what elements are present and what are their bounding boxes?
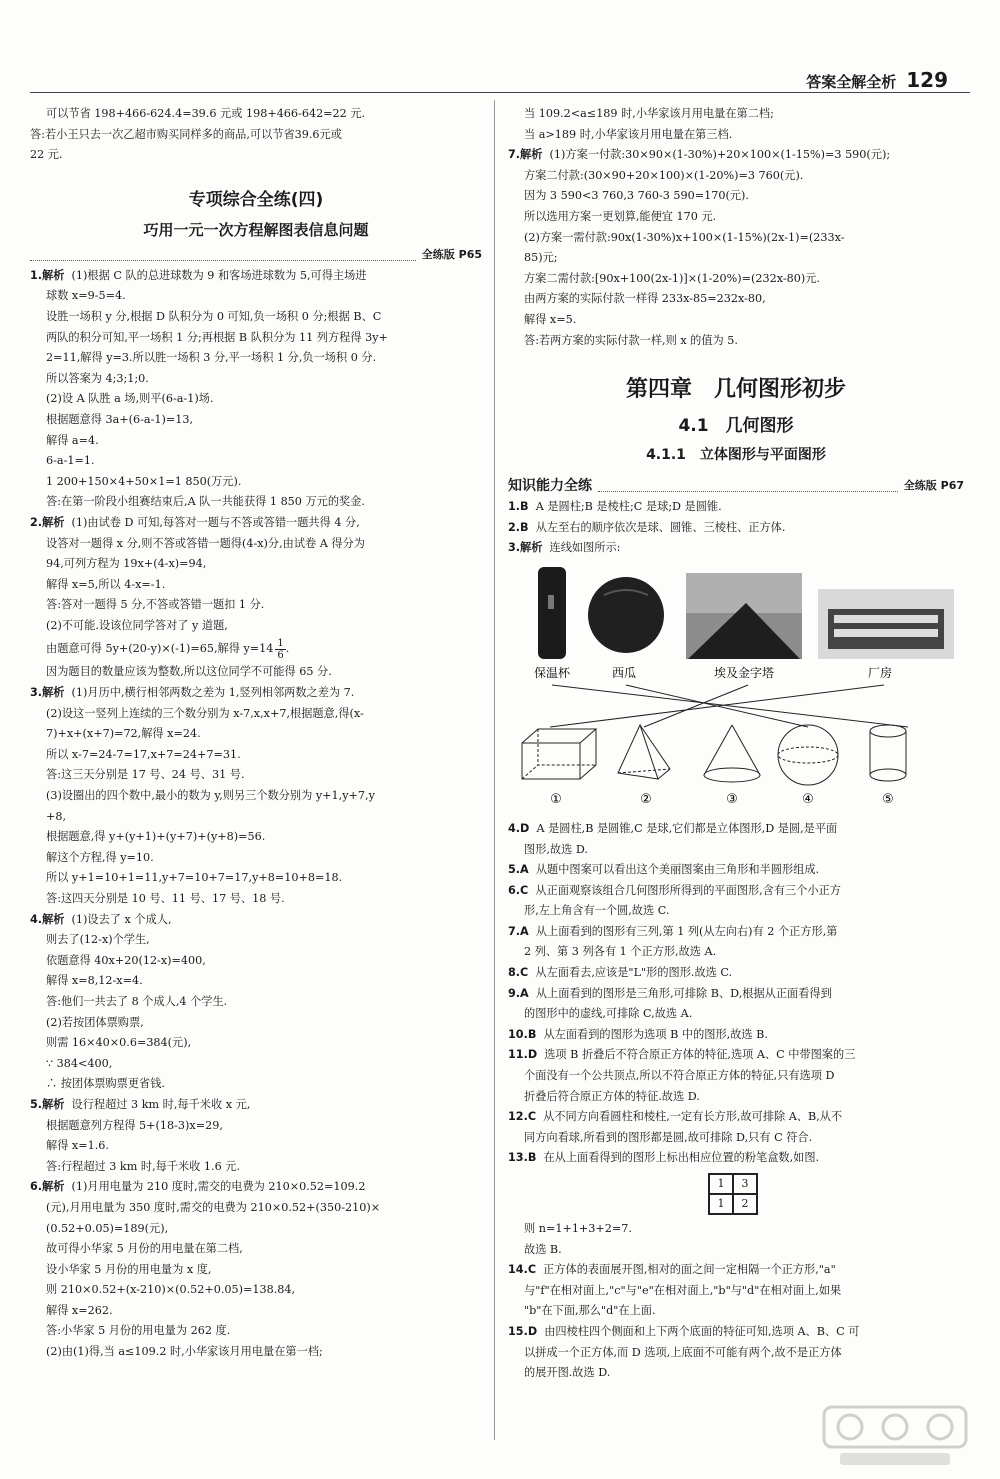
answer-text: ∵ 384<400, [46, 1056, 113, 1070]
right-pre-figure [508, 497, 964, 559]
answer-text: 设答对一题得 x 分,则不答或答错一题得(4-x)分,由试卷 A 得分为 [46, 536, 365, 550]
answer-line [30, 765, 482, 786]
answer-text: A 是圆柱;B 是棱柱;C 是球;D 是圆锥. [535, 500, 722, 514]
header-section-title: 答案全解全析 [806, 73, 897, 91]
answer-text: 从左面看去,应该是"L"形的图形.故选 C. [535, 966, 733, 980]
answer-text: 同方向看球,所看到的图形都是圆,故可排除 D,只有 C 符合. [524, 1130, 813, 1144]
answer-number: 7.A [508, 924, 529, 938]
answer-line-start [30, 683, 482, 704]
answer-number: 7.解析 [508, 148, 543, 162]
shape-label-1: ① [550, 791, 562, 807]
knowledge-bar [508, 475, 964, 497]
caption-watermelon: 西瓜 [612, 665, 637, 680]
answer-text: 则 210×0.52+(x-210)×(0.52+0.05)=138.84, [46, 1283, 296, 1297]
answer-line [508, 1240, 964, 1261]
answer-text: 的图形中的虚线,可排除 C,故选 A. [524, 1007, 693, 1021]
answer-line-start [508, 1025, 964, 1046]
answer-line [30, 369, 482, 390]
answer-text: 从左面看到的图形为选项 B 中的图形,故选 B. [543, 1027, 768, 1041]
answer-line-start [508, 881, 964, 902]
answer-line [30, 554, 482, 575]
cuboid-shape [522, 729, 596, 779]
answer-number: 8.C [508, 966, 529, 980]
answer-line-start [508, 1107, 964, 1128]
pyramid-photo [686, 573, 802, 659]
special-ref: 全练版 P65 [421, 248, 482, 262]
answer-line [30, 1342, 482, 1363]
answer-text: 根据题意,得 y+(y+1)+(y+7)+(y+8)=56. [46, 830, 266, 844]
answer-text: 方案二付款:(30×90+20×100)×(1-20%)=3 760(元). [524, 168, 804, 182]
answer-text: 在从上面看得到的图形上标出相应位置的粉笔盒数,如图. [543, 1151, 820, 1165]
solid-shapes [522, 725, 906, 785]
dotted-leader [30, 251, 416, 261]
answer-number: 9.A [508, 986, 529, 1000]
answer-line-start [508, 922, 964, 943]
answer-line [508, 207, 964, 228]
answer-line [30, 307, 482, 328]
answer-text: 答:这四天分别是 10 号、11 号、17 号、18 号. [46, 892, 285, 905]
answer-line [30, 889, 482, 910]
answer-line-start [508, 860, 964, 881]
column-divider [494, 100, 495, 1440]
answer-text: 因为 3 590<3 760,3 760-3 590=170(元). [524, 189, 749, 203]
right-post-figure [508, 819, 964, 1169]
answer-line [30, 1321, 482, 1342]
answer-line [508, 1363, 964, 1384]
answer-text: (1)由试卷 D 可知,每答对一题与不答或答错一题共得 4 分, [71, 515, 360, 529]
answer-line [30, 1157, 482, 1178]
answer-line-start [508, 1148, 964, 1169]
knowledge-label: 知识能力全练 [508, 477, 592, 494]
answer-line [30, 992, 482, 1013]
intro-line: 22 元. [30, 148, 63, 162]
answer-line [30, 328, 482, 349]
answer-line-start [508, 1045, 964, 1066]
answer-text: 由题意可得 5y+(20-y)×(-1)=65,解得 y=14 [46, 642, 274, 656]
answer-text: 从题中图案可以看出这个美丽图案由三角形和半圆形组成. [535, 863, 820, 877]
answer-line: 由题意可得 5y+(20-y)×(-1)=65,解得 y=14 $\frac{1}{6}$ . [46, 637, 290, 661]
answer-number: 13.B [508, 1151, 537, 1165]
answer-text: (2)若按团体票购票, [46, 1015, 144, 1029]
answer-text: 1 200+150×4+50×1=1 850(万元). [46, 474, 242, 488]
answer-line [508, 901, 964, 922]
answer-line [30, 492, 482, 513]
answer-line [508, 331, 964, 352]
answer-text: 解得 x=262. [46, 1303, 113, 1317]
answer-text: 从不同方向看圆柱和棱柱,一定有长方形,故可排除 A、B,从不 [543, 1110, 843, 1124]
answer-text: (2)方案一需付款:90x(1-30%)x+100×(1-15%)(2x-1)=(233x- [524, 230, 845, 244]
answer-line [508, 1219, 964, 1240]
answer-line [30, 930, 482, 951]
answer-line [30, 662, 482, 683]
answer-text: 答:这三天分别是 17 号、24 号、31 号. [46, 768, 245, 782]
answer-line [30, 1054, 482, 1075]
answer-line-start [30, 1177, 482, 1198]
answer-line-start [508, 1260, 964, 1281]
pyramid-shape [618, 725, 670, 779]
answer-text: 所以 x-7=24-7=17,x+7=24+7=31. [46, 747, 241, 761]
answer-text: 设胜一场积 y 分,根据 D 队积分为 0 可知,负一场积 0 分;根据 B、C [46, 309, 382, 323]
answer-number: 10.B [508, 1027, 537, 1041]
answer-text: 根据题意得 3a+(6-a-1)=13, [46, 412, 194, 426]
answer-text: 答:行程超过 3 km 时,每千米收 1.6 元. [46, 1159, 241, 1173]
answer-line-start [30, 910, 482, 931]
answer-number: 3.解析 [508, 541, 543, 555]
answer-text: 与"f"在相对面上,"c"与"e"在相对面上,"b"与"d"在相对面上,如果 [524, 1283, 842, 1297]
matching-figure [508, 565, 964, 815]
answer-text: 解得 x=5,所以 4-x=-1. [46, 577, 166, 591]
special-title: 专项综合全练(四) [188, 189, 324, 210]
answer-text: 由四棱柱四个侧面和上下两个底面的特征可知,选项 A、B、C 可 [544, 1324, 860, 1338]
chapter-title: 第四章 几何图形初步 [625, 377, 846, 403]
answer-text: 方案二需付款:[90x+100(2x-1)]×(1-20%)=(232x-80)元. [524, 271, 820, 285]
shape-labels [550, 792, 894, 807]
answer-text: 根据题意列方程得 5+(18-3)x=29, [46, 1118, 223, 1132]
answer-text: ∴ 按团体票购票更省钱. [46, 1077, 165, 1091]
answer-line [508, 248, 964, 269]
answer-text: 以拼成一个正方体,而 D 选项,上底面不可能有两个,故不是正方体 [524, 1345, 842, 1359]
answer-number: 4.解析 [30, 912, 65, 926]
left-column [30, 104, 482, 1363]
answer-line-start [508, 145, 964, 166]
answer-number: 1.解析 [30, 268, 65, 282]
answer-line [508, 1066, 964, 1087]
answer-line [30, 451, 482, 472]
answer-text: (2)不可能.设该位同学答对了 y 道题, [46, 618, 228, 632]
answer-number: 14.C [508, 1263, 537, 1277]
answer-text: 6-a-1=1. [46, 454, 95, 468]
answer-number: 1.B [508, 500, 529, 514]
answer-text: 个面没有一个公共顶点,所以不符合原正方体的特征,只有选项 D [524, 1069, 835, 1083]
intro-line: 答:若小王只去一次乙超市购买同样多的商品,可以节省39.6元或 [30, 127, 342, 141]
fraction [275, 638, 285, 661]
answer-text: (0.52+0.05)=189(元), [46, 1221, 169, 1235]
answer-text: 当 109.2<a≤189 时,小华家该月用电量在第二档; [524, 107, 774, 120]
answer-text: (2)由(1)得,当 a≤109.2 时,小华家该月用电量在第一档; [46, 1345, 323, 1359]
answer-line [30, 1116, 482, 1137]
special-ref-bar [30, 246, 482, 266]
right-column [508, 104, 964, 1384]
answer-number: 2.B [508, 520, 529, 534]
answer-line [30, 1260, 482, 1281]
answer-line [30, 1136, 482, 1157]
answer-line [30, 951, 482, 972]
answer-text: (2)设 A 队胜 a 场,则平(6-a-1)场. [46, 392, 214, 406]
answer-line-start [508, 984, 964, 1005]
answer-line [508, 942, 964, 963]
answer-text: (2)设这一竖列上连续的三个数分别为 x-7,x,x+7,根据题意,得(x- [46, 706, 364, 720]
answer-line [508, 186, 964, 207]
answer-line [30, 1280, 482, 1301]
answer-text: 的展开图.故选 D. [524, 1366, 611, 1380]
answer-line-start [508, 518, 964, 539]
answer-line [30, 807, 482, 828]
factory-photo [818, 589, 954, 659]
answer-text: 则需 16×40×0.6=384(元), [46, 1036, 192, 1050]
answer-text: (3)设圈出的四个数中,最小的数为 y,则另三个数分别为 y+1,y+7,y [46, 789, 375, 803]
answer-line [30, 410, 482, 431]
answer-number: 5.解析 [30, 1097, 65, 1111]
watermark-logo-icon [820, 1403, 970, 1471]
answer-number: 15.D [508, 1324, 538, 1338]
answer-text: 7)+x+(x+7)=72,解得 x=24. [46, 727, 201, 741]
answer-line [508, 289, 964, 310]
answer-text: 当 a>189 时,小华家该月用电量在第三档. [524, 127, 733, 141]
answer-number: 5.A [508, 863, 529, 877]
answer-text: 两队的积分可知,平一场积 1 分;再根据 B 队积分为 11 列方程得 3y+ [46, 330, 388, 344]
answer-text: +8, [46, 809, 67, 823]
answer-text: 由两方案的实际付款一样得 233x-85=232x-80, [524, 292, 766, 306]
cylinder-shape [870, 725, 906, 781]
left-intro [30, 104, 482, 166]
answer-line [30, 848, 482, 869]
answer-line [30, 1239, 482, 1260]
caption-pyramid: 埃及金字塔 [714, 665, 775, 680]
answer-text: 设小华家 5 月份的用电量为 x 度, [46, 1262, 212, 1276]
answer-text: 正方体的表面展开图,相对的面之间一定相隔一个正方形,"a" [543, 1263, 836, 1277]
answer-line [30, 389, 482, 410]
shape-label-5: ⑤ [882, 791, 894, 807]
page-header [806, 68, 948, 92]
answer-text: 2 列、第 3 列各有 1 个正方形,故选 A. [524, 945, 717, 959]
answer-text: (1)设去了 x 个成人, [71, 912, 172, 926]
answer-number: 6.C [508, 883, 529, 897]
answer-number: 2.解析 [30, 515, 65, 529]
answer-text: (1)方案一付款:30×90×(1-30%)+20×100×(1-15%)=3 590(元); [549, 148, 891, 162]
answer-line [508, 125, 964, 146]
answer-text: 答:若两方案的实际付款一样,则 x 的值为 5. [524, 333, 738, 347]
answer-line-start [508, 497, 964, 518]
answer-line [508, 1004, 964, 1025]
answer-line [508, 228, 964, 249]
answer-line [30, 827, 482, 848]
answer-line [30, 286, 482, 307]
right-top-answers [508, 104, 964, 351]
answer-text: 所以 y+1=10+1=11,y+7=10+7=17,y+8=10+8=18. [46, 871, 343, 885]
answer-line [30, 704, 482, 725]
answer-text: 解得 x=1.6. [46, 1139, 109, 1153]
answer-text: 形,左上角含有一个圆,故选 C. [524, 904, 670, 918]
answer-text: A 是圆柱,B 是圆锥,C 是球,它们都是立体图形,D 是圆,是平面 [536, 821, 838, 835]
answer-number: 12.C [508, 1110, 537, 1124]
view-count-grid [708, 1173, 758, 1215]
answer-text: 答:答对一题得 5 分,不答或答错一题扣 1 分. [46, 598, 265, 612]
answer-line [508, 1087, 964, 1108]
answer-line [30, 1219, 482, 1240]
answer-text: (1)月用电量为 210 度时,需交的电费为 210×0.52=109.2 [71, 1180, 366, 1194]
thermos-photo [538, 567, 566, 659]
answer-text: 故可得小华家 5 月份的用电量在第二档, [46, 1242, 243, 1256]
answer-line [508, 1281, 964, 1302]
right-tail-answers [508, 1219, 964, 1384]
shape-label-3: ③ [726, 791, 738, 807]
answer-text: 连线如图所示: [549, 541, 621, 555]
answer-text: "b"在下面,那么"d"在上面. [524, 1304, 656, 1318]
answer-line [30, 348, 482, 369]
fraction-denominator: 6 [277, 649, 284, 661]
answer-line-start [30, 1095, 482, 1116]
caption-thermos: 保温杯 [534, 665, 571, 680]
shape-label-2: ② [640, 791, 652, 807]
answer-text: 从正面观察该组合几何图形所得到的平面图形,含有三个小正方 [535, 883, 841, 897]
matching-lines [550, 685, 908, 727]
answer-text: 答:小华家 5 月份的用电量为 262 度. [46, 1324, 231, 1338]
knowledge-ref: 全练版 P67 [903, 478, 964, 492]
answer-line [30, 868, 482, 889]
answer-text: (1)根据 C 队的总进球数为 9 和客场进球数为 5,可得主场进 [71, 268, 367, 282]
answer-text: 则 n=1+1+3+2=7. [524, 1222, 632, 1235]
answer-line [30, 971, 482, 992]
matching-figure-svg [508, 565, 964, 815]
answer-text: 则去了(12-x)个学生, [46, 933, 150, 947]
answer-line [508, 104, 964, 125]
answer-text: 从上面看到的图形是三角形,可排除 B、D,根据从正面看得到 [535, 986, 832, 1000]
answer-line [30, 575, 482, 596]
answer-text: 依题意得 40x+20(12-x)=400, [46, 953, 206, 967]
fraction-numerator: 1 [277, 637, 284, 649]
answer-line [508, 310, 964, 331]
header-rule [30, 92, 970, 93]
answer-line-start [508, 819, 964, 840]
answer-line [30, 1198, 482, 1219]
answer-line [508, 1343, 964, 1364]
sphere-shape [778, 725, 838, 785]
answer-line [30, 595, 482, 616]
answer-line-start [508, 1322, 964, 1343]
answer-number: 4.D [508, 821, 530, 835]
answer-text: 选项 B 折叠后不符合原正方体的特征,选项 A、C 中带图案的三 [544, 1048, 856, 1062]
answer-line [30, 1301, 482, 1322]
answer-text: 答:他们一共去了 8 个成人,4 个学生. [46, 994, 228, 1008]
answer-line [30, 724, 482, 745]
answer-line [508, 1301, 964, 1322]
answer-line [30, 1074, 482, 1095]
answer-line [30, 1013, 482, 1034]
answer-text: 图形,故选 D. [524, 842, 588, 856]
answer-line [508, 166, 964, 187]
section-title: 4.1 几何图形 [678, 416, 794, 437]
answer-line [508, 840, 964, 861]
answer-text: 2=11,解得 y=3.所以胜一场积 3 分,平一场积 1 分,负一场积 0 分. [46, 351, 377, 365]
shape-label-4: ④ [802, 791, 814, 807]
answer-line-start [508, 538, 964, 559]
answer-line [30, 786, 482, 807]
answer-line-start [30, 513, 482, 534]
answer-number: 11.D [508, 1048, 538, 1062]
answer-text: (1)月历中,横行相邻两数之差为 1,竖列相邻两数之差为 7. [71, 686, 355, 700]
answer-text: 解得 x=8,12-x=4. [46, 974, 143, 988]
answer-line [30, 1033, 482, 1054]
answer-text: 因为题目的数量应该为整数,所以这位同学不可能得 65 分. [46, 665, 332, 679]
answer-text: 94,可列方程为 19x+(4-x)=94, [46, 557, 207, 571]
answer-text: 解得 a=4. [46, 433, 99, 447]
grid-cell: 1 [709, 1174, 733, 1194]
answer-text: 85)元; [524, 251, 558, 265]
answer-line [30, 534, 482, 555]
dotted-leader [598, 480, 898, 492]
answer-line [30, 616, 482, 637]
grid-cell: 2 [733, 1194, 757, 1214]
answer-text: 所以答案为 4;3;1;0. [46, 371, 149, 385]
answer-text: 从上面看到的图形有三列,第 1 列(从左向右)有 2 个正方形,第 [535, 924, 838, 938]
answer-line [508, 269, 964, 290]
answer-text: (元),月用电量为 350 度时,需交的电费为 210×0.52+(350-210)× [46, 1200, 381, 1214]
watermelon-photo [588, 577, 664, 653]
grid-cell: 3 [733, 1174, 757, 1194]
answer-number: 6.解析 [30, 1180, 65, 1194]
answer-text: 故选 B. [524, 1242, 562, 1256]
answer-text: 解得 x=5. [524, 312, 577, 326]
cone-shape [704, 725, 760, 782]
caption-factory: 厂房 [868, 665, 893, 680]
answer-text: 从左至右的顺序依次是球、圆锥、三棱柱、正方体. [535, 520, 786, 534]
intro-line: 可以节省 198+466-624.4=39.6 元或 198+466-642=22 元. [46, 107, 366, 120]
grid-cell: 1 [709, 1194, 733, 1214]
answer-line-start [508, 963, 964, 984]
answer-line-start [30, 266, 482, 287]
answer-line [30, 745, 482, 766]
answer-number: 3.解析 [30, 686, 65, 700]
answer-text: 答:在第一阶段小组赛结束后,A 队一共能获得 1 850 万元的奖金. [46, 495, 365, 509]
answer-line [30, 472, 482, 493]
subsection-title: 4.1.1 立体图形与平面图形 [646, 447, 826, 464]
answer-text: 解这个方程,得 y=10. [46, 850, 154, 864]
answer-text: 球数 x=9-5=4. [46, 289, 126, 303]
answer-text: 折叠后符合原正方体的特征.故选 D. [524, 1089, 700, 1103]
answer-text: 所以选用方案一更划算,能便宜 170 元. [524, 209, 717, 223]
answer-text: 设行程超过 3 km 时,每千米收 x 元, [71, 1097, 251, 1111]
page-number: 129 [906, 68, 948, 92]
answer-line [30, 431, 482, 452]
special-subtitle: 巧用一元一次方程解图表信息问题 [143, 220, 369, 239]
answer-line [508, 1128, 964, 1149]
left-answers [30, 266, 482, 1363]
